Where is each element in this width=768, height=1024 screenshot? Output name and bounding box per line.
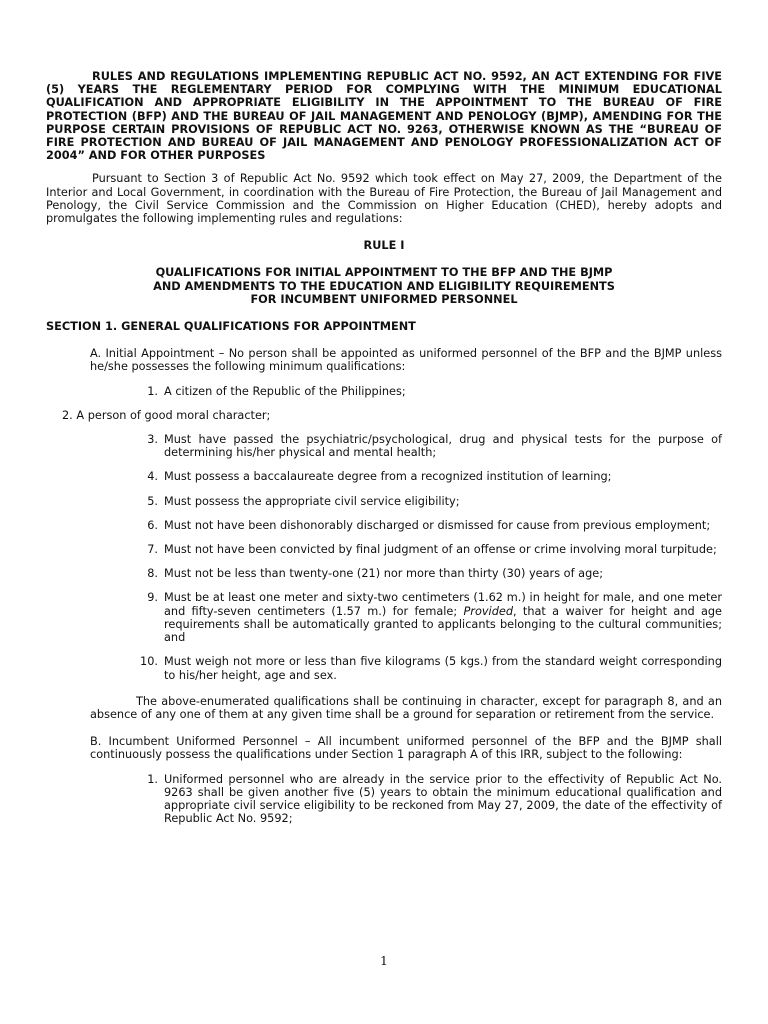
list-item (46, 519, 722, 532)
document-title: RULES AND REGULATIONS IMPLEMENTING REPUBLIC ACT NO. 9592, AN ACT EXTENDING FOR FIVE (5) YEARS THE REGLEMENTARY PERIOD FOR COMPLYING WITH THE MINIMUM EDUCATIONAL QUALIFICATION AND APPROPRIATE ELIGIBILITY IN THE APPOINTMENT TO THE BUREAU OF FIRE PROTECTION (BFP) AND THE BUREAU OF JAIL MANAGEMENT AND PENOLOGY (BJMP), AMENDING FOR THE PURPOSE CERTAIN PROVISIONS OF REPUBLIC ACT NO. 9263, OTHERWISE KNOWN AS THE “BUREAU OF FIRE PROTECTION AND BUREAU OF JAIL MANAGEMENT AND PENOLOGY PROFESSIONALIZATION ACT OF 2004” AND FOR OTHER PURPOSES (46, 70, 722, 163)
item-text: Must have passed the psychiatric/psychological, drug and physical tests for the purpose of determining his/her physical and mental health; (164, 433, 722, 460)
item-number: 1. (147, 772, 158, 786)
section-heading: SECTION 1. GENERAL QUALIFICATIONS FOR APPOINTMENT (46, 320, 416, 334)
paragraph-b: B. Incumbent Uniformed Personnel – All incumbent uniformed personnel of the BFP and the BJMP shall continuously possess the qualifications under Section 1 paragraph A of this IRR, subject to the following: (90, 735, 722, 762)
list-item (46, 567, 722, 580)
item-text-part: Must be at least one meter and sixty-two centimeters (1.62 m.) in height for male, and one meter and fifty-seven centimeters (1.57 m.) for female; (164, 591, 722, 618)
document-page (46, 70, 722, 825)
item-text (164, 591, 722, 644)
item-number: 5. (147, 494, 158, 508)
item-text: Must possess the appropriate civil service eligibility; (164, 494, 460, 508)
rule-title-line: QUALIFICATIONS FOR INITIAL APPOINTMENT TO THE BFP AND THE BJMP (155, 266, 613, 280)
item-number: 2. (62, 408, 73, 422)
item-text: Must possess a baccalaureate degree from a recognized institution of learning; (164, 470, 612, 484)
qualifications-list (46, 385, 722, 682)
continuing-paragraph: The above-enumerated qualifications shall be continuing in character, except for paragraph 8, and an absence of any one of them at any given time shall be a ground for separation or retirement from the service. (90, 694, 722, 721)
list-item (46, 470, 722, 483)
list-item (46, 773, 722, 826)
rule-title (46, 266, 722, 306)
item-text: Must not have been dishonorably discharged or dismissed for cause from previous employment; (164, 518, 711, 532)
item-text: A citizen of the Republic of the Philippines; (164, 384, 406, 398)
list-item (46, 495, 722, 508)
item-number: 4. (147, 470, 158, 484)
item-text: Uniformed personnel who are already in the service prior to the effectivity of Republic Act No. 9263 shall be given another five (5) years to obtain the minimum educational qualification and appropriate civil service eligibility to be reckoned from May 27, 2009, the date of the effectivity of Republic Act No. 9592; (164, 772, 722, 826)
item-text: A person of good moral character; (76, 408, 271, 422)
list-item (62, 409, 722, 422)
preamble-paragraph: Pursuant to Section 3 of Republic Act No. 9592 which took effect on May 27, 2009, the Department of the Interior and Local Government, in coordination with the Bureau of Fire Protection, the Bureau of Jail Management and Penology, the Civil Service Commission and the Commission on Higher Education (CHED), hereby adopts and promulgates the following implementing rules and regulations: (46, 172, 722, 226)
list-item (46, 543, 722, 556)
item-text: Must not have been convicted by final judgment of an offense or crime involving moral turpitude; (164, 543, 717, 557)
item-number: 6. (147, 518, 158, 532)
item-text-part: , that a waiver for height and age requirements shall be automatically granted to applicants belonging to the cultural communities; and (164, 604, 722, 645)
paragraph-a: A. Initial Appointment – No person shall be appointed as uniformed personnel of the BFP and the BJMP unless he/she possesses the following minimum qualifications: (90, 347, 722, 374)
list-item (46, 385, 722, 398)
page-number: 1 (380, 954, 388, 968)
list-item (46, 655, 722, 681)
rule-heading: RULE I (363, 239, 405, 253)
item-text: Must not be less than twenty-one (21) nor more than thirty (30) years of age; (164, 567, 603, 581)
list-item (46, 433, 722, 459)
item-number: 9. (147, 591, 158, 605)
item-number: 3. (147, 433, 158, 447)
item-number: 8. (147, 567, 158, 581)
item-number: 7. (147, 543, 158, 557)
incumbent-list (46, 773, 722, 826)
list-item (46, 591, 722, 644)
rule-title-line: AND AMENDMENTS TO THE EDUCATION AND ELIGIBILITY REQUIREMENTS (153, 279, 615, 293)
item-text-emphasis: Provided (463, 604, 513, 618)
rule-title-line: FOR INCUMBENT UNIFORMED PERSONNEL (250, 292, 518, 306)
item-number: 10. (140, 655, 158, 669)
item-number: 1. (147, 384, 158, 398)
item-text: Must weigh not more or less than five kilograms (5 kgs.) from the standard weight corresponding to his/her height, age and sex. (164, 655, 722, 682)
